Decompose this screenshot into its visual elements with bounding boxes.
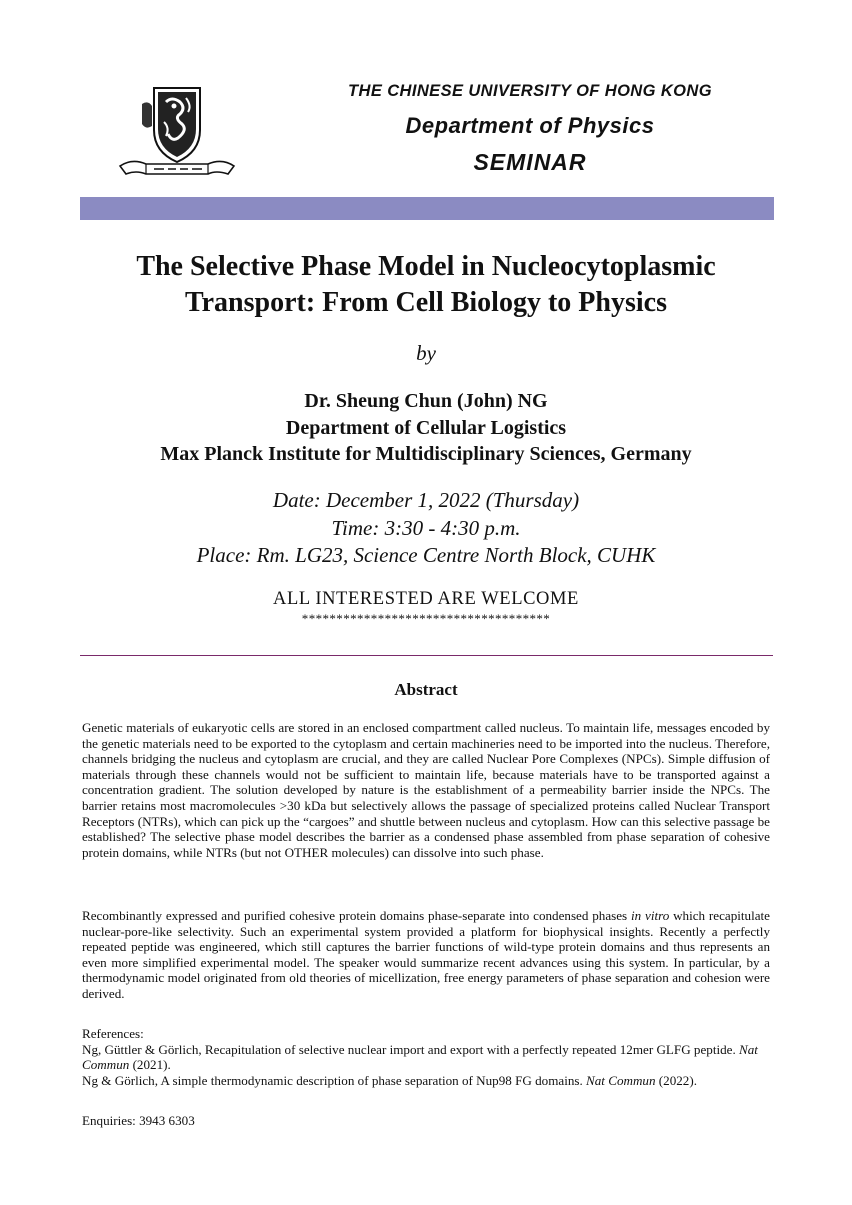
abstract-p2-text-a: Recombinantly expressed and purified cohesive protein domains phase-separate into condensed phases (82, 908, 631, 923)
by-label: by (416, 341, 436, 365)
reference-1-year: (2021). (129, 1057, 171, 1073)
reference-1 (82, 1042, 770, 1073)
reference-1-journal: Nat Commun (82, 1041, 758, 1073)
speaker-department: Department of Cellular Logistics (285, 416, 567, 439)
speaker-institute: Max Planck Institute for Multidisciplinary Sciences, Germany (160, 443, 692, 465)
talk-title-line-1: The Selective Phase Model in Nucleocytoplasmic (136, 251, 716, 282)
talk-title (60, 249, 792, 321)
abstract-p2-italic: in vitro (631, 908, 670, 923)
event-date: Date: December 1, 2022 (Thursday) (272, 488, 580, 512)
cuhk-crest-icon (112, 82, 242, 182)
university-name: THE CHINESE UNIVERSITY OF HONG KONG (348, 82, 712, 100)
header-band (80, 197, 774, 220)
event-details (60, 487, 792, 570)
department-name: Department of Physics (405, 113, 655, 138)
reference-1-text: Ng, Güttler & Görlich, Recapitulation of selective nuclear import and export with a perfectly repeated 12mer GLFG peptide. (82, 1041, 740, 1057)
event-time: Time: 3:30 - 4:30 p.m. (331, 515, 521, 540)
speaker-name: Dr. Sheung Chun (John) NG (304, 390, 548, 412)
stars-divider: ************************************ (301, 611, 551, 626)
references-heading: References: (82, 1026, 144, 1041)
abstract-p2-text-b: which recapitulate nuclear-pore-like selectivity. Such an experimental system provided a platform for biophysical insights. Recently a perfectly repeated peptide was engineered, which still captures the barrier functions of wild-type protein domains and thus represents an even more simplified experimental model. The speaker would summarize recent advances using this system. In particular, by a thermodynamic model originated from old theories of micellization, free energy parameters of phase separation and cohesion were derived. (82, 908, 770, 1001)
speaker-block (60, 388, 792, 468)
reference-2 (82, 1073, 770, 1089)
abstract-paragraph-2 (82, 908, 770, 1002)
talk-title-line-2: Transport: From Cell Biology to Physics (185, 287, 667, 318)
enquiries: Enquiries: 3943 6303 (82, 1113, 195, 1128)
abstract-heading: Abstract (394, 680, 458, 699)
event-place: Place: Rm. LG23, Science Centre North Block, CUHK (196, 543, 656, 567)
references-block (82, 1026, 770, 1088)
reference-2-text: Ng & Görlich, A simple thermodynamic description of phase separation of Nup98 FG domains. (82, 1072, 587, 1088)
reference-2-journal: Nat Commun (586, 1072, 656, 1088)
seminar-label: SEMINAR (473, 149, 587, 175)
section-divider (80, 655, 773, 656)
welcome-text: ALL INTERESTED ARE WELCOME (273, 589, 579, 609)
reference-2-year: (2022). (655, 1072, 697, 1088)
abstract-paragraph-1: Genetic materials of eukaryotic cells are stored in an enclosed compartment called nucleus. To maintain life, messages encoded by the genetic materials need to be exported to the cytoplasm and certain machineries need to be imported into the nucleus. Therefore, channels bridging the nucleus and cytoplasm are crucial, and they are called Nuclear Pore Complexes (NPCs). Simple diffusion of materials through these channels would not be sufficient to maintain life, because materials have to be transported against a concentration gradient. The solution developed by nature is the establishment of a permeability barrier inside the NPCs. The barrier retains most macromolecules >30 kDa but selectively allows the passage of specialized proteins called Nuclear Transport Receptors (NTRs), which can pick up the “cargoes” and shuttle between nucleus and cytoplasm. How can this selective passage be established? The selective phase model describes the barrier as a condensed phase assembled from phase separation of cohesive protein domains, while NTRs (but not OTHER molecules) can dissolve into such phase. (82, 720, 770, 860)
